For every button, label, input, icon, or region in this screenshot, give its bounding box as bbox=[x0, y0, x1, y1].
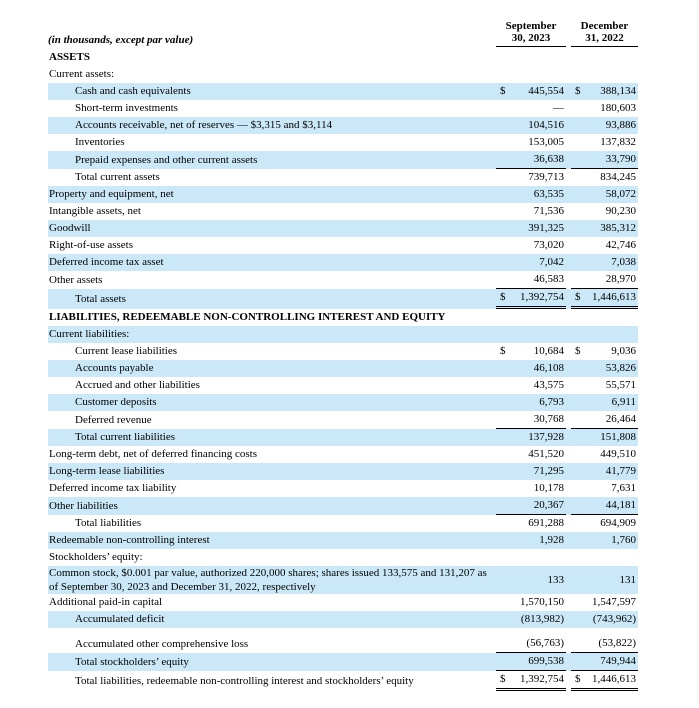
row-label: Total liabilities, redeemable non-controlling interest and stockholders’ equity bbox=[75, 674, 414, 687]
amount-column-1 bbox=[496, 83, 566, 100]
amount-column-2 bbox=[571, 515, 638, 532]
amount-column-1 bbox=[496, 326, 566, 343]
amount-value: 33,790 bbox=[605, 153, 636, 165]
amount-column-2 bbox=[571, 463, 638, 480]
currency-symbol: $ bbox=[500, 291, 506, 303]
row-label: Redeemable non-controlling interest bbox=[49, 534, 210, 546]
amount-column-2 bbox=[571, 360, 638, 377]
table-header bbox=[48, 20, 638, 47]
column-header-line: 30, 2023 bbox=[511, 32, 551, 44]
row-label: Long-term debt, net of deferred financing costs bbox=[49, 448, 258, 460]
table-row bbox=[48, 254, 638, 271]
table-row bbox=[48, 463, 638, 480]
amount-value: 63,535 bbox=[533, 188, 564, 200]
row-label: Total current liabilities bbox=[75, 431, 176, 443]
amount-column-2 bbox=[571, 66, 638, 83]
table-row bbox=[48, 532, 638, 549]
row-label: Total stockholders’ equity bbox=[75, 655, 189, 668]
balance-sheet-rows bbox=[48, 49, 638, 691]
amount-column-1 bbox=[496, 134, 566, 151]
table-caption: (in thousands, except par value) bbox=[48, 34, 194, 46]
amount-value: 55,571 bbox=[605, 379, 636, 391]
amount-column-2 bbox=[571, 151, 638, 169]
amount-value: 44,181 bbox=[605, 499, 636, 511]
row-label: Current lease liabilities bbox=[75, 345, 178, 357]
amount-value: 10,178 bbox=[533, 482, 564, 494]
table-row bbox=[48, 411, 638, 429]
row-label: Accounts receivable, net of reserves — $3,315 and $3,114 bbox=[75, 119, 333, 131]
amount-value: 137,928 bbox=[528, 431, 564, 443]
amount-column-1 bbox=[496, 360, 566, 377]
row-label: Accounts payable bbox=[75, 362, 154, 374]
amount-value: 834,245 bbox=[600, 171, 636, 183]
amount-column-2 bbox=[571, 429, 638, 446]
amount-value: 20,367 bbox=[533, 499, 564, 511]
amount-column-2 bbox=[571, 566, 638, 594]
row-label: ASSETS bbox=[49, 51, 90, 63]
row-label: Property and equipment, net bbox=[49, 188, 174, 200]
amount-column-1 bbox=[496, 289, 566, 309]
amount-column-1 bbox=[496, 377, 566, 394]
amount-column-1 bbox=[496, 100, 566, 117]
amount-column-2 bbox=[571, 203, 638, 220]
table-row bbox=[48, 220, 638, 237]
amount-column-1 bbox=[496, 271, 566, 289]
row-label: Total current assets bbox=[75, 171, 160, 183]
amount-column-2 bbox=[571, 671, 638, 691]
amount-column-1 bbox=[496, 480, 566, 497]
row-label: Cash and cash equivalents bbox=[75, 85, 191, 97]
currency-symbol: $ bbox=[575, 345, 581, 357]
amount-value: 151,808 bbox=[600, 431, 636, 443]
table-row bbox=[48, 100, 638, 117]
amount-value: 6,911 bbox=[611, 396, 636, 408]
amount-value: — bbox=[553, 102, 564, 114]
table-row bbox=[48, 480, 638, 497]
row-label: Common stock, $0.001 par value, authorized 220,000 shares; shares issued 133,575 and 131,207 as of September 30, 2023 and December 31, 2022, respectively bbox=[49, 567, 487, 593]
amount-value: 90,230 bbox=[605, 205, 636, 217]
amount-column-2 bbox=[571, 237, 638, 254]
amount-column-1 bbox=[496, 653, 566, 671]
amount-value: 43,575 bbox=[533, 379, 564, 391]
amount-column-1 bbox=[496, 309, 566, 326]
amount-value: 46,108 bbox=[533, 362, 564, 374]
amount-value: 1,760 bbox=[611, 534, 636, 546]
row-label: Additional paid-in capital bbox=[49, 596, 163, 608]
amount-column-1 bbox=[496, 169, 566, 186]
amount-column-1 bbox=[496, 411, 566, 429]
amount-value: 53,826 bbox=[605, 362, 636, 374]
table-row bbox=[48, 326, 638, 343]
amount-value: 41,779 bbox=[605, 465, 636, 477]
amount-column-2 bbox=[571, 446, 638, 463]
amount-value: 26,464 bbox=[605, 413, 636, 425]
amount-column-1 bbox=[496, 394, 566, 411]
row-label: Accumulated deficit bbox=[75, 613, 165, 625]
amount-value: 1,392,754 bbox=[520, 291, 564, 303]
amount-value: 7,038 bbox=[611, 256, 636, 268]
amount-column-2 bbox=[571, 611, 638, 628]
amount-column-2 bbox=[571, 271, 638, 289]
table-row bbox=[48, 515, 638, 532]
amount-value: 71,536 bbox=[533, 205, 564, 217]
amount-value: 7,042 bbox=[539, 256, 564, 268]
table-row bbox=[48, 497, 638, 515]
amount-column-2 bbox=[571, 377, 638, 394]
amount-column-2 bbox=[571, 549, 638, 566]
amount-column-1 bbox=[496, 463, 566, 480]
table-row bbox=[48, 289, 638, 309]
row-label: Intangible assets, net bbox=[49, 205, 141, 217]
row-label: Customer deposits bbox=[75, 396, 157, 408]
amount-column-2 bbox=[571, 594, 638, 611]
amount-column-2 bbox=[571, 117, 638, 134]
table-row bbox=[48, 203, 638, 220]
amount-column-1 bbox=[496, 49, 566, 66]
amount-column-1 bbox=[496, 671, 566, 691]
amount-value: 7,631 bbox=[611, 482, 636, 494]
amount-value: 46,583 bbox=[533, 273, 564, 285]
amount-value: 73,020 bbox=[533, 239, 564, 251]
amount-value: 385,312 bbox=[600, 222, 636, 234]
column-header-december-31-2022 bbox=[571, 20, 638, 47]
amount-column-2 bbox=[571, 532, 638, 549]
table-row bbox=[48, 117, 638, 134]
table-row bbox=[48, 377, 638, 394]
row-label: Deferred revenue bbox=[75, 413, 152, 426]
amount-column-1 bbox=[496, 611, 566, 628]
amount-column-2 bbox=[571, 480, 638, 497]
row-label: Inventories bbox=[75, 136, 125, 148]
column-header-september-30-2023 bbox=[496, 20, 566, 47]
amount-value: 391,325 bbox=[528, 222, 564, 234]
amount-column-1 bbox=[496, 497, 566, 515]
amount-column-2 bbox=[571, 411, 638, 429]
amount-value: 1,928 bbox=[539, 534, 564, 546]
amount-column-2 bbox=[571, 497, 638, 515]
table-row bbox=[48, 309, 638, 326]
table-row bbox=[48, 611, 638, 628]
amount-column-2 bbox=[571, 254, 638, 271]
amount-value: 58,072 bbox=[605, 188, 636, 200]
amount-value: 153,005 bbox=[528, 136, 564, 148]
table-row bbox=[48, 635, 638, 653]
amount-value: 42,746 bbox=[605, 239, 636, 251]
amount-value: 104,516 bbox=[528, 119, 564, 131]
amount-column-1 bbox=[496, 220, 566, 237]
column-header-line: December bbox=[580, 20, 629, 32]
amount-column-1 bbox=[496, 594, 566, 611]
amount-column-1 bbox=[496, 66, 566, 83]
table-row bbox=[48, 271, 638, 289]
amount-value: (813,982) bbox=[520, 613, 564, 625]
amount-value: 1,392,754 bbox=[520, 673, 564, 685]
amount-column-2 bbox=[571, 326, 638, 343]
amount-column-1 bbox=[496, 117, 566, 134]
amount-value: 71,295 bbox=[533, 465, 564, 477]
amount-column-2 bbox=[571, 49, 638, 66]
row-label: Long-term lease liabilities bbox=[49, 465, 165, 477]
amount-column-1 bbox=[496, 635, 566, 653]
amount-value: 749,944 bbox=[600, 655, 636, 667]
amount-column-1 bbox=[496, 254, 566, 271]
amount-value: 9,036 bbox=[611, 345, 636, 357]
amount-column-2 bbox=[571, 653, 638, 671]
amount-column-2 bbox=[571, 134, 638, 151]
amount-column-2 bbox=[571, 394, 638, 411]
amount-value: 739,713 bbox=[528, 171, 564, 183]
table-row bbox=[48, 394, 638, 411]
amount-column-2 bbox=[571, 220, 638, 237]
amount-column-1 bbox=[496, 237, 566, 254]
amount-value: (56,763) bbox=[526, 637, 564, 649]
table-row bbox=[48, 594, 638, 611]
row-label: Other assets bbox=[49, 273, 103, 286]
amount-column-2 bbox=[571, 83, 638, 100]
row-label: Short-term investments bbox=[75, 102, 178, 114]
row-label: Deferred income tax liability bbox=[49, 482, 177, 494]
table-row bbox=[48, 237, 638, 254]
amount-value: 699,538 bbox=[528, 655, 564, 667]
amount-value: 451,520 bbox=[528, 448, 564, 460]
amount-column-1 bbox=[496, 203, 566, 220]
row-label: Total liabilities bbox=[75, 517, 142, 529]
amount-column-2 bbox=[571, 100, 638, 117]
amount-value: 691,288 bbox=[528, 517, 564, 529]
table-row bbox=[48, 549, 638, 566]
amount-column-2 bbox=[571, 635, 638, 653]
row-label: Accumulated other comprehensive loss bbox=[75, 637, 249, 650]
table-row bbox=[48, 169, 638, 186]
column-header-line: September bbox=[505, 20, 557, 32]
row-label: Total assets bbox=[75, 292, 126, 305]
amount-column-1 bbox=[496, 343, 566, 360]
amount-value: 1,547,597 bbox=[592, 596, 636, 608]
amount-column-2 bbox=[571, 289, 638, 309]
table-row bbox=[48, 134, 638, 151]
amount-value: 1,570,150 bbox=[520, 596, 564, 608]
row-label: Current liabilities: bbox=[49, 328, 130, 340]
amount-value: 28,970 bbox=[605, 273, 636, 285]
table-row bbox=[48, 49, 638, 66]
row-label: Accrued and other liabilities bbox=[75, 379, 200, 391]
row-label: Deferred income tax asset bbox=[49, 256, 164, 268]
row-label: Other liabilities bbox=[49, 499, 118, 512]
row-label: Goodwill bbox=[49, 222, 91, 234]
table-row bbox=[48, 151, 638, 169]
amount-value: 93,886 bbox=[605, 119, 636, 131]
row-label: Prepaid expenses and other current assets bbox=[75, 153, 258, 166]
table-row bbox=[48, 66, 638, 83]
balance-sheet bbox=[48, 20, 638, 691]
amount-column-2 bbox=[571, 186, 638, 203]
table-row bbox=[48, 83, 638, 100]
amount-column-1 bbox=[496, 515, 566, 532]
amount-value: 1,446,613 bbox=[592, 291, 636, 303]
amount-value: 388,134 bbox=[600, 85, 636, 97]
amount-value: 10,684 bbox=[533, 345, 564, 357]
currency-symbol: $ bbox=[500, 345, 506, 357]
row-label: Right-of-use assets bbox=[49, 239, 134, 251]
amount-value: 449,510 bbox=[600, 448, 636, 460]
table-row bbox=[48, 671, 638, 691]
amount-value: 1,446,613 bbox=[592, 673, 636, 685]
row-label: LIABILITIES, REDEEMABLE NON-CONTROLLING INTEREST AND EQUITY bbox=[49, 311, 446, 323]
amount-value: 133 bbox=[547, 573, 564, 586]
table-row bbox=[48, 360, 638, 377]
currency-symbol: $ bbox=[500, 673, 506, 685]
table-row bbox=[48, 446, 638, 463]
amount-column-1 bbox=[496, 429, 566, 446]
amount-value: 445,554 bbox=[528, 85, 564, 97]
amount-value: 180,603 bbox=[600, 102, 636, 114]
table-row bbox=[48, 343, 638, 360]
column-header-line: 31, 2022 bbox=[585, 32, 624, 44]
amount-value: 137,832 bbox=[600, 136, 636, 148]
currency-symbol: $ bbox=[575, 291, 581, 303]
currency-symbol: $ bbox=[575, 85, 581, 97]
currency-symbol: $ bbox=[575, 673, 581, 685]
amount-value: 36,638 bbox=[533, 153, 564, 165]
table-row bbox=[48, 429, 638, 446]
amount-value: 30,768 bbox=[533, 413, 564, 425]
amount-column-1 bbox=[496, 446, 566, 463]
amount-column-2 bbox=[571, 309, 638, 326]
amount-column-1 bbox=[496, 566, 566, 594]
table-row bbox=[48, 653, 638, 671]
amount-value: 694,909 bbox=[600, 517, 636, 529]
table-row bbox=[48, 186, 638, 203]
amount-value: (53,822) bbox=[598, 637, 636, 649]
amount-value: (743,962) bbox=[592, 613, 636, 625]
row-label: Current assets: bbox=[49, 68, 115, 80]
amount-value: 131 bbox=[619, 573, 636, 586]
table-row bbox=[48, 566, 638, 594]
amount-column-2 bbox=[571, 169, 638, 186]
amount-column-1 bbox=[496, 532, 566, 549]
currency-symbol: $ bbox=[500, 85, 506, 97]
amount-column-2 bbox=[571, 343, 638, 360]
amount-column-1 bbox=[496, 549, 566, 566]
amount-column-1 bbox=[496, 151, 566, 169]
amount-column-1 bbox=[496, 186, 566, 203]
amount-value: 6,793 bbox=[539, 396, 564, 408]
row-label: Stockholders’ equity: bbox=[49, 551, 143, 563]
